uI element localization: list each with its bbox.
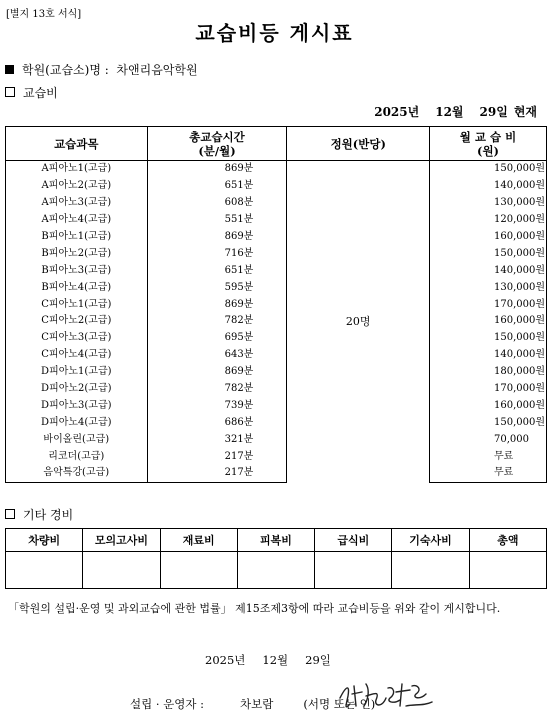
hours-cell: 651분 — [147, 178, 287, 195]
hours-cell: 551분 — [147, 212, 287, 229]
section-fees-heading: 교습비 — [5, 84, 58, 101]
fees-row — [6, 364, 547, 381]
other-value-cell — [392, 552, 469, 589]
course-cell: D피아노2(고급) — [6, 381, 148, 398]
legal-text: 「학원의 설립·운영 및 과외교습에 관한 법률」 제15조제3항에 따라 교습비등을 위와 같이 게시합니다. — [8, 602, 501, 615]
fees-row — [6, 245, 547, 262]
fees-row — [6, 330, 547, 347]
empty-square-icon — [5, 509, 15, 519]
fees-row — [6, 431, 547, 448]
course-cell: A피아노1(고급) — [6, 161, 148, 178]
hours-cell: 695분 — [147, 330, 287, 347]
signature-note: (서명 또는 인) — [303, 697, 376, 711]
hours-cell: 869분 — [147, 229, 287, 246]
capacity-cell: 20명 — [287, 161, 430, 483]
header-course: 교습과목 — [6, 127, 148, 161]
course-cell: B피아노1(고급) — [6, 229, 148, 246]
other-values-row — [6, 552, 547, 589]
form-number: [별지 13호 서식] — [6, 9, 82, 20]
filled-square-icon — [5, 65, 14, 74]
operator-label: 설립 · 운영자 : — [130, 697, 205, 711]
hours-cell: 782분 — [147, 313, 287, 330]
course-cell: C피아노3(고급) — [6, 330, 148, 347]
hours-cell: 686분 — [147, 414, 287, 431]
other-header-cell: 재료비 — [160, 529, 237, 552]
operator-name: 차보람 — [240, 697, 274, 711]
fees-row — [6, 229, 547, 246]
course-cell: C피아노4(고급) — [6, 347, 148, 364]
fee-cell: 150,000원 — [430, 245, 547, 262]
other-value-cell — [469, 552, 546, 589]
fee-cell: 150,000원 — [430, 330, 547, 347]
fee-cell: 150,000원 — [430, 161, 547, 178]
fee-cell: 170,000원 — [430, 381, 547, 398]
hours-cell: 716분 — [147, 245, 287, 262]
hours-cell: 739분 — [147, 397, 287, 414]
section-other-heading: 기타 경비 — [5, 506, 73, 523]
hours-cell: 651분 — [147, 262, 287, 279]
fees-row — [6, 347, 547, 364]
as-of-date — [374, 103, 537, 120]
fee-cell: 130,000원 — [430, 279, 547, 296]
fee-cell: 160,000원 — [430, 229, 547, 246]
fees-table — [5, 126, 547, 483]
course-cell: D피아노1(고급) — [6, 364, 148, 381]
signing-day: 29일 — [305, 653, 331, 667]
fee-cell: 150,000원 — [430, 414, 547, 431]
other-header-cell: 기숙사비 — [392, 529, 469, 552]
fees-row — [6, 381, 547, 398]
fees-row — [6, 397, 547, 414]
as-of-year: 2025년 — [374, 105, 420, 119]
hours-cell: 869분 — [147, 161, 287, 178]
course-cell: 리코더(고급) — [6, 448, 148, 465]
fee-cell: 무료 — [430, 465, 547, 482]
fee-cell: 무료 — [430, 448, 547, 465]
fee-cell: 160,000원 — [430, 313, 547, 330]
handwritten-signature — [336, 676, 436, 716]
course-cell: C피아노2(고급) — [6, 313, 148, 330]
fees-row — [6, 414, 547, 431]
other-header-row — [6, 529, 547, 552]
fees-row — [6, 212, 547, 229]
course-cell: B피아노4(고급) — [6, 279, 148, 296]
hours-cell: 608분 — [147, 195, 287, 212]
course-cell: D피아노4(고급) — [6, 414, 148, 431]
other-value-cell — [315, 552, 392, 589]
as-of-day: 29일 — [479, 105, 508, 119]
hours-cell: 869분 — [147, 364, 287, 381]
as-of-suffix: 현재 — [513, 105, 537, 119]
fees-row — [6, 195, 547, 212]
header-fee: 월 교 습 비 (원) — [430, 127, 547, 161]
fees-row — [6, 465, 547, 482]
fees-row — [6, 262, 547, 279]
fees-row — [6, 161, 547, 178]
institute-line — [5, 61, 198, 78]
hours-cell: 321분 — [147, 431, 287, 448]
fee-cell: 70,000 — [430, 431, 547, 448]
hours-cell: 595분 — [147, 279, 287, 296]
fees-header-row — [6, 127, 547, 161]
hours-cell: 643분 — [147, 347, 287, 364]
hours-cell: 217분 — [147, 448, 287, 465]
fees-row — [6, 296, 547, 313]
other-value-cell — [83, 552, 160, 589]
fee-cell: 140,000원 — [430, 262, 547, 279]
fees-row — [6, 279, 547, 296]
course-cell: B피아노2(고급) — [6, 245, 148, 262]
fee-cell: 170,000원 — [430, 296, 547, 313]
course-cell: A피아노3(고급) — [6, 195, 148, 212]
course-cell: C피아노1(고급) — [6, 296, 148, 313]
other-expenses-table — [5, 528, 547, 589]
fee-cell: 160,000원 — [430, 397, 547, 414]
other-header-cell: 총액 — [469, 529, 546, 552]
fee-cell: 130,000원 — [430, 195, 547, 212]
other-header-cell: 모의고사비 — [83, 529, 160, 552]
other-value-cell — [6, 552, 83, 589]
header-hours: 총교습시간 (분/월) — [147, 127, 287, 161]
course-cell: A피아노2(고급) — [6, 178, 148, 195]
fee-cell: 140,000원 — [430, 178, 547, 195]
empty-square-icon — [5, 87, 15, 97]
fees-row — [6, 313, 547, 330]
fees-row — [6, 178, 547, 195]
signing-month: 12월 — [262, 653, 289, 667]
other-value-cell — [237, 552, 314, 589]
header-capacity: 정원(반당) — [287, 127, 430, 161]
fee-cell: 120,000원 — [430, 212, 547, 229]
course-cell: A피아노4(고급) — [6, 212, 148, 229]
as-of-month: 12월 — [435, 105, 464, 119]
course-cell: D피아노3(고급) — [6, 397, 148, 414]
other-header-cell: 피복비 — [237, 529, 314, 552]
other-value-cell — [160, 552, 237, 589]
course-cell: B피아노3(고급) — [6, 262, 148, 279]
hours-cell: 782분 — [147, 381, 287, 398]
signing-year: 2025년 — [205, 653, 246, 667]
fee-cell: 140,000원 — [430, 347, 547, 364]
institute-label: 학원(교습소)명 : — [22, 63, 109, 77]
course-cell: 바이올린(고급) — [6, 431, 148, 448]
institute-name: 차앤리음악학원 — [116, 63, 198, 77]
hours-cell: 217분 — [147, 465, 287, 482]
fee-cell: 180,000원 — [430, 364, 547, 381]
signing-date — [205, 652, 348, 668]
document-title: 교습비등 게시표 — [195, 21, 354, 45]
other-header-cell: 급식비 — [315, 529, 392, 552]
hours-cell: 869분 — [147, 296, 287, 313]
fees-row — [6, 448, 547, 465]
other-header-cell: 차량비 — [6, 529, 83, 552]
course-cell: 음악특강(고급) — [6, 465, 148, 482]
